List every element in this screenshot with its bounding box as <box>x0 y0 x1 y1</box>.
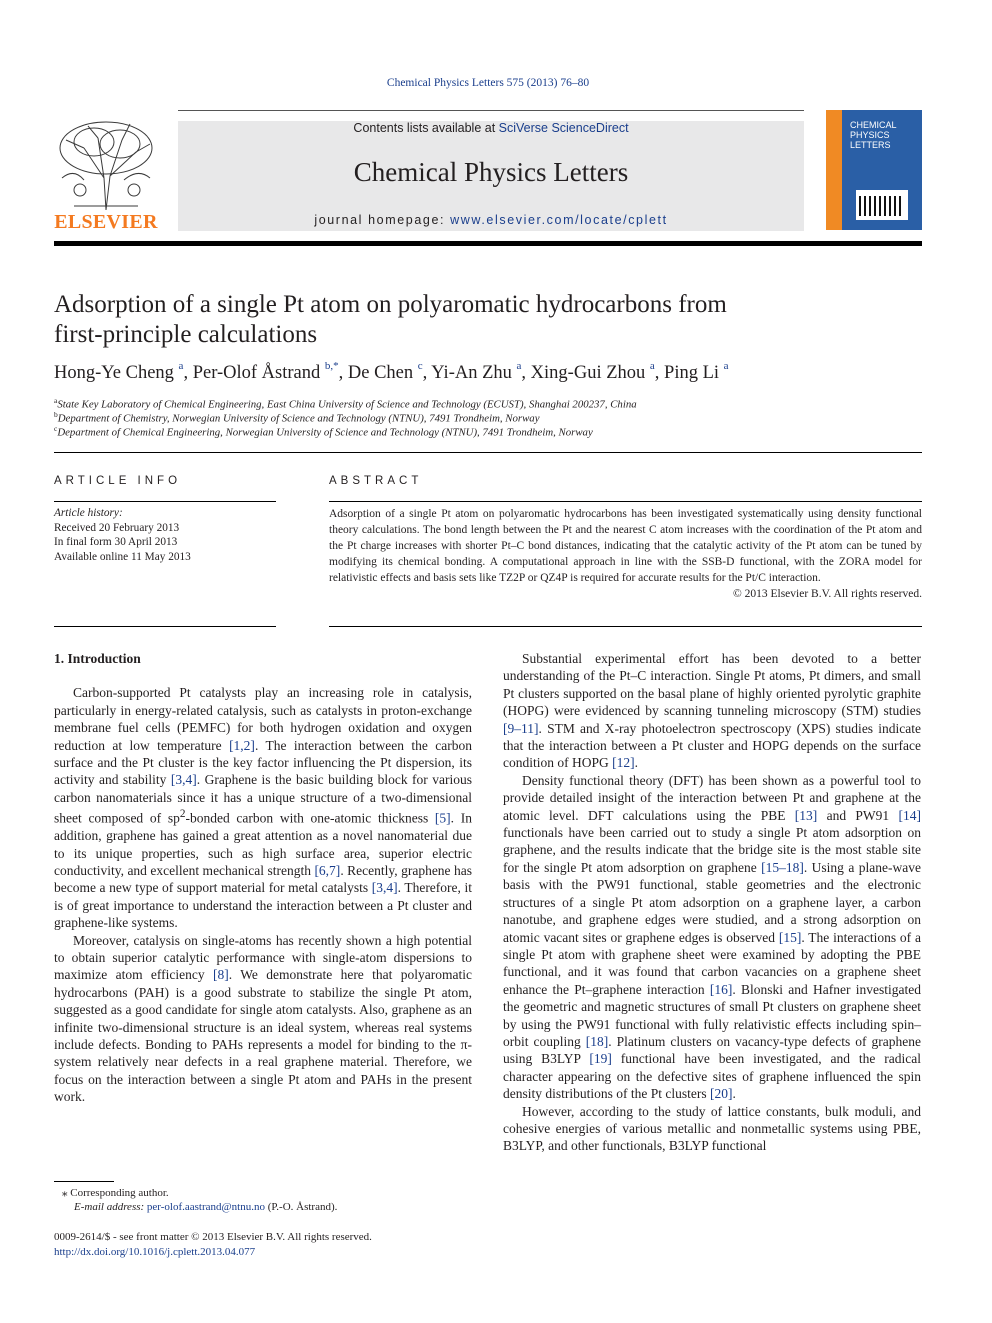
text-run: . Therefore, it is of great importance to understand the interaction between a Pt cluster and graphene-like systems. <box>54 880 472 931</box>
contents-line <box>178 121 804 135</box>
email-suffix: (P.-O. Åstrand). <box>264 1201 338 1213</box>
text-run: . Recently, graphene has become a new type of support material for metal catalysts <box>54 862 472 896</box>
reference-link[interactable]: [3,4] <box>170 772 197 788</box>
email-note <box>74 1200 337 1214</box>
reference-link[interactable]: [5] <box>434 810 451 826</box>
email-label: E-mail address: <box>74 1201 147 1213</box>
article-history <box>54 506 274 564</box>
text-run: -bonded carbon with one-atomic thickness <box>185 810 435 826</box>
cover-barcode-icon <box>856 190 908 220</box>
header-rule <box>178 110 804 111</box>
body-column-left <box>54 650 472 1106</box>
author-name: De Chen <box>347 363 414 384</box>
author-affiliation-mark[interactable]: b,* <box>324 360 339 372</box>
cover-art <box>856 190 908 220</box>
article-info-heading: ARTICLE INFO <box>54 475 182 487</box>
corresponding-mark: ⁎ <box>62 1187 68 1199</box>
cover-title-line: LETTERS <box>850 140 891 150</box>
affiliation-rule <box>54 452 922 453</box>
author-affiliation-mark[interactable]: a <box>649 360 655 372</box>
article-info-bottom-rule <box>54 626 276 627</box>
text-run: functional have been investigated, and the radical character appearing on the defective sites of graphene influenced the spin density distributions of the Pt clusters <box>503 1051 921 1102</box>
affiliation-mark: c <box>54 424 58 433</box>
body-paragraph <box>503 1103 921 1155</box>
cover-title-line: PHYSICS <box>850 130 890 140</box>
text-run: and PW91 <box>817 807 899 823</box>
author-name: Ping Li <box>664 363 720 384</box>
text-run: . Blonski and Hafner investigated the geometric and magnetic structures of small Pt clusters on graphene sheet by using the PW91 functional with fully relativistic effects including spin–orbit coupling <box>503 981 921 1049</box>
article-info-rule <box>54 501 276 502</box>
footnote-rule <box>54 1181 114 1182</box>
section-heading: 1. Introduction <box>54 651 141 666</box>
affiliation-mark: a <box>54 396 58 405</box>
abstract-body <box>329 506 922 602</box>
text-run: . Graphene is the basic building block for various carbon nanomaterials since it has a unique structure of a two-dimensional sheet composed of sp <box>54 772 473 826</box>
abstract-heading: ABSTRACT <box>329 475 423 487</box>
reference-link[interactable]: [18] <box>585 1033 609 1049</box>
journal-citation[interactable]: Chemical Physics Letters 575 (2013) 76–80 <box>386 77 590 89</box>
author-name: Yi-An Zhu <box>431 363 512 384</box>
body-paragraph <box>503 772 921 1103</box>
text-run: Carbon-supported Pt catalysts play an increasing role in catalysis, particularly in energy-related catalysis, such as catalysts in proton-exchange membrane fuel cells (PEMFC) for both hydrogen oxidation and oxygen reduction at low temperature <box>54 685 472 753</box>
homepage-prefix: journal homepage: <box>314 213 451 227</box>
journal-name: Chemical Physics Letters <box>353 157 629 187</box>
text-run: . Using a plane-wave basis with the PW91 functional, stable geometries and the electronic structures of a single Pt atom adsorption on a graphene layer, a carbon nanotube, and graphene edges were studied, and a strong adsorption on atomic vacant sites or graphene edges is observed <box>503 859 921 945</box>
header-thick-rule <box>54 241 922 246</box>
cover-title <box>850 120 897 150</box>
email-link[interactable]: per-olof.aastrand@ntnu.no <box>146 1201 265 1213</box>
text-run: functionals have been carried out to study a single Pt atom adsorption on graphene, and the results indicate that the bridge site is the most stable site for the single Pt atom adsorption on graphene <box>503 825 921 875</box>
text-run: Density functional theory (DFT) has been shown as a powerful tool to provide detailed insight of the interaction between Pt and graphene at the atomic level. DFT calculations using the PBE <box>503 772 921 823</box>
reference-link[interactable]: [14] <box>898 807 921 823</box>
homepage-link[interactable]: www.elsevier.com/locate/cplett <box>450 213 668 227</box>
text-run: . We demonstrate here that polyaromatic hydrocarbons (PAH) is a good substrate to stabilize the single Pt atom, suggested as a good candidate for single atom catalysts. Also, graphene as an infinite two-dimensional structure is an ideal system, whereas real systems include defects. Bonding to PAHs represents a model for binding to the π-system relatively near defects in a real graphene material. Therefore, we focus on the interaction between a single Pt atom and PAHs in the present work. <box>54 967 472 1105</box>
text-run: . The interaction between the carbon surface and the Pt cluster is the key factor influencing the Pt dispersion, its activity and stability <box>54 737 473 788</box>
text-run: . In addition, graphene has gained a great attention as a novel nanomaterial due to its unique properties, such as high surface area, superior electric conductivity, and excellent mechanical strength <box>54 810 472 878</box>
author-name: Per-Olof Åstrand <box>192 363 321 384</box>
reference-link[interactable]: [20] <box>710 1086 733 1102</box>
affiliation-mark: b <box>54 410 58 419</box>
text-run: However, according to the study of lattice constants, bulk moduli, and cohesive energies of various metallic and nonmetallic systems using PBE, B3LYP, and other functionals, B3LYP functional <box>503 1103 921 1154</box>
sciencedirect-link[interactable]: SciVerse ScienceDirect <box>498 121 629 135</box>
history-revised: In final form 30 April 2013 <box>54 536 178 549</box>
author-affiliation-mark[interactable]: a <box>516 360 522 372</box>
abstract-copyright: © 2013 Elsevier B.V. All rights reserved. <box>733 588 922 600</box>
reference-link[interactable]: [8] <box>213 967 229 983</box>
text-run: . The interactions of a single Pt atom with graphene sheet were examined by adopting the PBE functional, and it was found that carbon vacancies on a graphene sheet enhance the Pt–graphene interaction <box>503 929 921 997</box>
body-paragraph <box>503 650 921 772</box>
reference-link[interactable]: [1,2] <box>229 737 255 753</box>
reference-link[interactable]: [12] <box>612 755 635 771</box>
affiliation-text: Department of Chemical Engineering, Norwegian University of Science and Technology (NTNU), 7491 Trondheim, Norway <box>57 426 593 439</box>
reference-link[interactable]: [13] <box>794 807 818 823</box>
publication-info <box>54 1230 372 1259</box>
affiliation-text: State Key Laboratory of Chemical Engineering, East China University of Science and Technology (ECUST), Shanghai 200237, China <box>57 398 637 411</box>
author-name: Hong-Ye Cheng <box>54 363 174 384</box>
reference-link[interactable]: [16] <box>709 981 733 997</box>
cover-title-line: CHEMICAL <box>850 120 897 130</box>
reference-link[interactable]: [9–11] <box>503 720 539 736</box>
abstract-bottom-rule <box>329 626 922 627</box>
reference-link[interactable]: [6,7] <box>314 862 341 878</box>
text-run: . <box>634 755 638 771</box>
text-run: . <box>732 1086 736 1102</box>
journal-banner <box>178 121 804 231</box>
superscript: 2 <box>179 808 186 821</box>
reference-link[interactable]: [19] <box>589 1051 612 1067</box>
contents-prefix: Contents lists available at <box>353 121 499 135</box>
author-affiliation-mark[interactable]: c <box>417 360 423 372</box>
author-affiliation-mark[interactable]: a <box>178 360 184 372</box>
affiliation-text: Department of Chemistry, Norwegian University of Science and Technology (NTNU), 7491 Trondheim, Norway <box>57 412 540 425</box>
text-run: Moreover, catalysis on single-atoms has recently shown a high potential to obtain superior catalytic performance with single-atom dispersions to maximize atom efficiency <box>54 932 472 983</box>
elsevier-wordmark: ELSEVIER <box>54 211 158 233</box>
article-title-line: Adsorption of a single Pt atom on polyaromatic hydrocarbons from <box>54 291 727 318</box>
cover-stripe <box>826 110 842 230</box>
elsevier-logo[interactable] <box>54 118 158 234</box>
history-label: Article history: <box>54 507 123 519</box>
journal-homepage <box>178 213 804 227</box>
body-paragraph <box>54 684 472 931</box>
text-run: . Platinum clusters on vacancy-type defects of graphene using B3LYP <box>503 1033 922 1067</box>
text-run: . STM and X-ray photoelectron spectroscopy (XPS) studies indicate that the interaction between a Pt cluster and HOPG depends on the surface condition of HOPG <box>503 720 921 771</box>
history-online: Available online 11 May 2013 <box>54 550 191 563</box>
history-received: Received 20 February 2013 <box>54 521 180 534</box>
issn-line: 0009-2614/$ - see front matter © 2013 Elsevier B.V. All rights reserved. <box>54 1231 372 1243</box>
doi-link[interactable]: http://dx.doi.org/10.1016/j.cplett.2013.04.077 <box>54 1245 256 1258</box>
reference-link[interactable]: [15] <box>778 929 802 945</box>
body-paragraph <box>54 932 472 1106</box>
abstract-rule <box>329 501 922 502</box>
abstract-text: Adsorption of a single Pt atom on polyaromatic hydrocarbons has been investigated systematically using density functional theory calculations. The bond length between the Pt and the nearest C atom increases with the coordination of the Pt atom and the Pt charge increases with shorter Pt–C bond distances, indicating that the catalytic activity of the Pt atom can be tuned by modifying its chemical bonding. A computational approach in line with the SSB-D functional, with the ZORA model for relativistic effects and basis sets like TZ2P or QZ4P is required for accurate results for the Pt/C interaction. <box>329 508 922 584</box>
affiliation <box>54 424 593 439</box>
affiliation <box>54 396 637 411</box>
article-title <box>54 290 922 350</box>
article-title-line: first-principle calculations <box>54 321 318 348</box>
author-name: Xing-Gui Zhou <box>530 363 646 384</box>
corresponding-label: Corresponding author. <box>70 1187 169 1199</box>
author-affiliation-mark[interactable]: a <box>723 360 729 372</box>
affiliation <box>54 410 539 425</box>
reference-link[interactable]: [15–18] <box>761 859 804 875</box>
journal-cover[interactable] <box>826 110 922 230</box>
reference-link[interactable]: [3,4] <box>371 880 398 896</box>
elsevier-tree-icon <box>54 118 158 212</box>
corresponding-author-note <box>62 1186 169 1200</box>
text-run: Substantial experimental effort has been devoted to a better understanding of the Pt–C interaction. Single Pt atoms, Pt dimers, and small Pt clusters supported on the basal plane of highly oriented pyrolytic graphite (HOPG) were evidenced by scanning tunneling microscopy (STM) studies <box>503 651 921 719</box>
author-list: Hong-Ye Cheng $^a$, Per-Olof Åstrand $^{b,*}$, De Chen $^c$, Yi-An Zhu $^a$, Xing-Gui Zhou $^a$, Ping Li $^a$ <box>54 360 729 384</box>
body-column-right <box>503 650 921 1155</box>
